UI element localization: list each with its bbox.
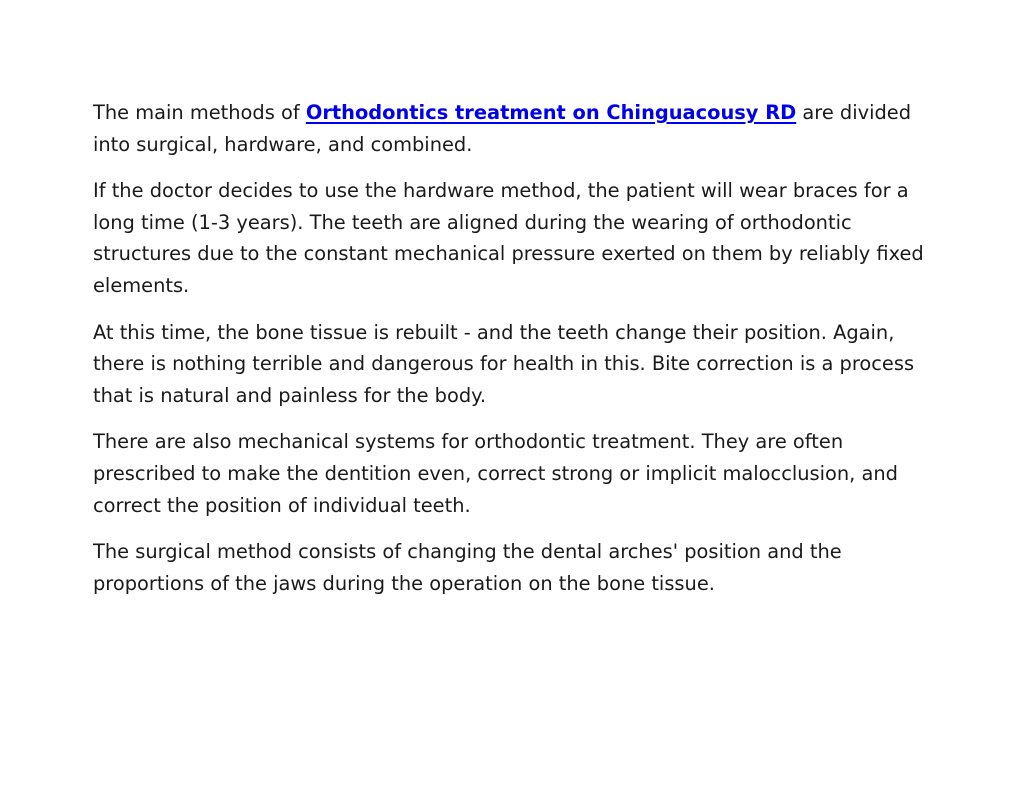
orthodontics-treatment-link[interactable]: Orthodontics treatment on Chinguacousy RD (305, 101, 797, 124)
paragraph-surgical-method: The surgical method consists of changing the dental arches' position and the proportions of the jaws during the operation on the bone tissue. (93, 540, 842, 595)
paragraph-hardware-method: If the doctor decides to use the hardware method, the patient will wear braces for a long time (1-3 years). The teeth are aligned during the wearing of orthodontic structures due to the constant mechanical pressure exerted on them by reliably fixed elements. (93, 179, 924, 297)
paragraph-intro (93, 97, 938, 160)
document-body (93, 97, 938, 614)
paragraph-bone-tissue: At this time, the bone tissue is rebuilt - and the teeth change their position. Again, there is nothing terrible and dangerous for health in this. Bite correction is a process that is natural and painless for the body. (93, 320, 915, 407)
paragraph-mechanical-systems: There are also mechanical systems for orthodontic treatment. They are often prescribed to make the dentition even, correct strong or implicit malocclusion, and correct the position of individual teeth. (93, 430, 898, 517)
intro-text-after: are divided into surgical, hardware, and combined. (93, 101, 912, 156)
intro-text-before: The main methods of (93, 101, 306, 124)
